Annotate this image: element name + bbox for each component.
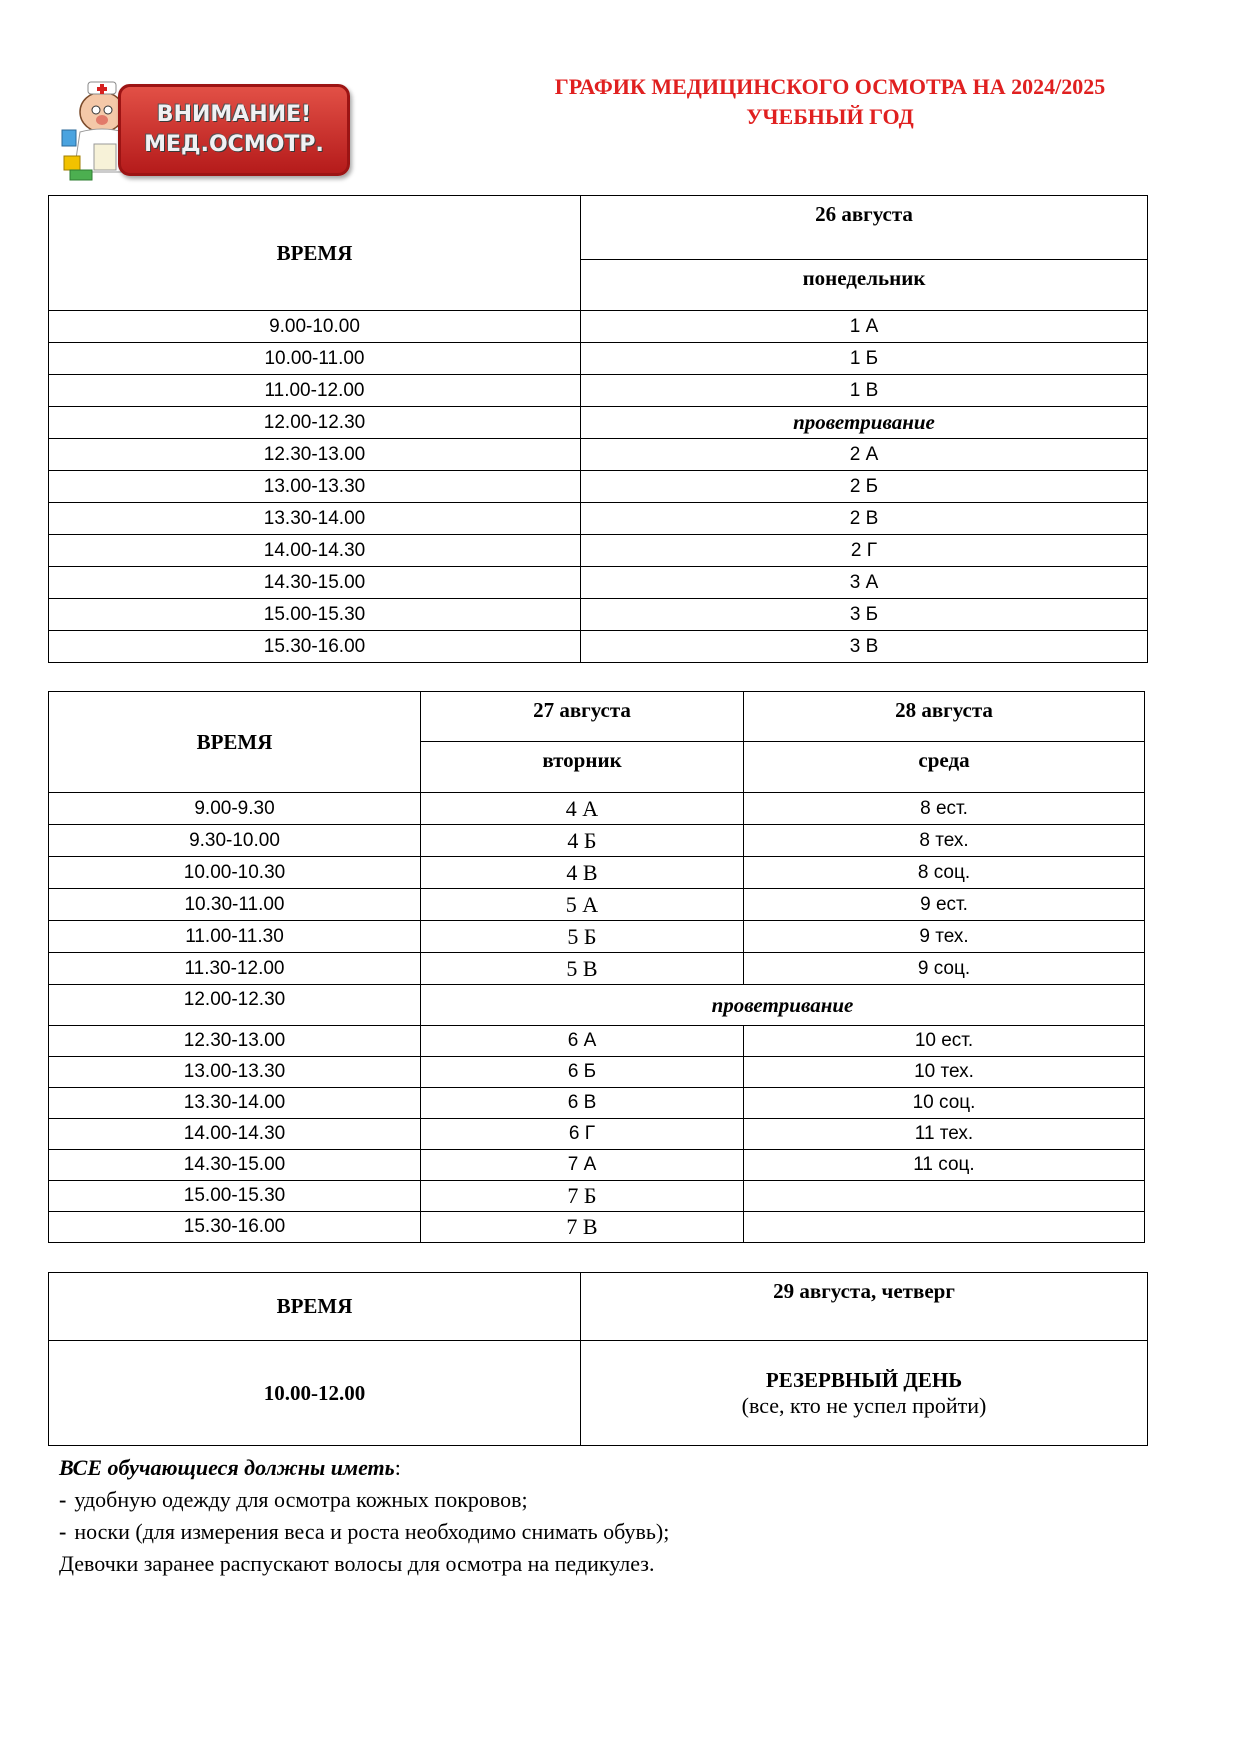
class-cell: 2 В [581, 503, 1148, 535]
break-time-cell: 12.00-12.30 [49, 985, 421, 1026]
table-row [49, 921, 1145, 953]
table-row [49, 311, 1148, 343]
title-line-2: УЧЕБНЫЙ ГОД [746, 104, 914, 129]
class-cell: 2 А [581, 439, 1148, 471]
table-row [49, 567, 1148, 599]
table-row [49, 1057, 1145, 1088]
dash-marker: - [59, 1519, 67, 1544]
tuesday-class-cell: 5 В [421, 953, 744, 985]
table-row [49, 793, 1145, 825]
wednesday-class-cell: 11 тех. [744, 1119, 1145, 1150]
time-cell: 11.00-11.30 [49, 921, 421, 953]
tuesday-class-cell: 6 А [421, 1026, 744, 1057]
table-row [49, 889, 1145, 921]
notes-lead: ВСЕ обучающиеся должны иметь [59, 1455, 395, 1480]
class-cell: 2 Г [581, 535, 1148, 567]
schedule-table-tue-wed [48, 691, 1145, 1243]
class-cell: 1 А [581, 311, 1148, 343]
reserve-day-cell [581, 1341, 1148, 1446]
table-row [49, 857, 1145, 889]
attention-badge [58, 74, 348, 182]
date-header: 29 августа, четверг [581, 1273, 1148, 1341]
time-cell: 15.30-16.00 [49, 631, 581, 663]
time-cell: 12.30-13.00 [49, 439, 581, 471]
class-cell: 3 Б [581, 599, 1148, 631]
table-row [49, 343, 1148, 375]
time-cell: 13.00-13.30 [49, 471, 581, 503]
wednesday-class-cell: 8 соц. [744, 857, 1145, 889]
tuesday-class-cell: 6 Г [421, 1119, 744, 1150]
time-cell: 9.00-9.30 [49, 793, 421, 825]
wednesday-class-cell: 9 ест. [744, 889, 1145, 921]
table-row [49, 1119, 1145, 1150]
date-header-tuesday: 27 августа [421, 692, 744, 742]
tuesday-class-cell: 6 Б [421, 1057, 744, 1088]
time-cell: 13.30-14.00 [49, 503, 581, 535]
date-header-wednesday: 28 августа [744, 692, 1145, 742]
badge-sign [118, 84, 350, 176]
time-header: ВРЕМЯ [49, 196, 581, 311]
time-cell: 13.00-13.30 [49, 1057, 421, 1088]
schedule-table-thursday [48, 1272, 1148, 1446]
class-cell: 1 В [581, 375, 1148, 407]
time-cell: 14.00-14.30 [49, 1119, 421, 1150]
weekday-header: понедельник [581, 260, 1148, 311]
tuesday-class-cell: 4 А [421, 793, 744, 825]
table-row [49, 407, 1148, 439]
table-row [49, 1150, 1145, 1181]
reserve-time-cell: 10.00-12.00 [49, 1341, 581, 1446]
tuesday-class-cell: 7 Б [421, 1181, 744, 1212]
class-cell: 1 Б [581, 343, 1148, 375]
break-cell: проветривание [421, 985, 1145, 1026]
notes-item-2 [59, 1516, 1159, 1548]
reserve-day-title: РЕЗЕРВНЫЙ ДЕНЬ [765, 1367, 963, 1392]
time-cell: 10.00-10.30 [49, 857, 421, 889]
table-row [49, 471, 1148, 503]
time-cell: 10.00-11.00 [49, 343, 581, 375]
time-cell: 13.30-14.00 [49, 1088, 421, 1119]
tuesday-class-cell: 4 В [421, 857, 744, 889]
time-cell: 14.00-14.30 [49, 535, 581, 567]
break-cell: проветривание [581, 407, 1148, 439]
wednesday-class-cell: 11 соц. [744, 1150, 1145, 1181]
time-cell: 14.30-15.00 [49, 1150, 421, 1181]
tuesday-class-cell: 5 А [421, 889, 744, 921]
wednesday-class-cell: 10 соц. [744, 1088, 1145, 1119]
time-cell: 11.00-12.00 [49, 375, 581, 407]
notes-block [59, 1452, 1159, 1580]
class-cell: 3 В [581, 631, 1148, 663]
badge-line-2: МЕД.ОСМОТР. [144, 132, 324, 157]
tuesday-class-cell: 4 Б [421, 825, 744, 857]
dash-marker: - [59, 1487, 67, 1512]
wednesday-class-cell [744, 1212, 1145, 1243]
time-cell: 10.30-11.00 [49, 889, 421, 921]
time-cell: 15.00-15.30 [49, 599, 581, 631]
table-row [49, 1026, 1145, 1057]
class-cell: 3 А [581, 567, 1148, 599]
wednesday-class-cell: 10 тех. [744, 1057, 1145, 1088]
wednesday-class-cell: 10 ест. [744, 1026, 1145, 1057]
table-row [49, 825, 1145, 857]
wednesday-class-cell [744, 1181, 1145, 1212]
table-row [49, 1181, 1145, 1212]
table-row [49, 1212, 1145, 1243]
notes-item-1-text: удобную одежду для осмотра кожных покровов; [74, 1487, 528, 1512]
notes-line-3: Девочки заранее распускают волосы для осмотра на педикулез. [59, 1551, 655, 1576]
time-cell: 15.00-15.30 [49, 1181, 421, 1212]
title-line-1: ГРАФИК МЕДИЦИНСКОГО ОСМОТРА НА 2024/2025 [554, 74, 1106, 99]
tuesday-class-cell: 7 В [421, 1212, 744, 1243]
wednesday-class-cell: 8 ест. [744, 793, 1145, 825]
time-cell: 11.30-12.00 [49, 953, 421, 985]
table-row [49, 1088, 1145, 1119]
table-row [49, 439, 1148, 471]
table-row [49, 599, 1148, 631]
wednesday-class-cell: 9 тех. [744, 921, 1145, 953]
tuesday-class-cell: 7 А [421, 1150, 744, 1181]
page-title [480, 72, 1180, 132]
time-cell: 9.30-10.00 [49, 825, 421, 857]
notes-lead-colon: : [394, 1455, 401, 1480]
table-row [49, 535, 1148, 567]
notes-lead-line [59, 1452, 1159, 1484]
time-header: ВРЕМЯ [49, 1273, 581, 1341]
table-row [49, 953, 1145, 985]
wednesday-class-cell: 9 соц. [744, 953, 1145, 985]
date-header: 26 августа [581, 196, 1148, 260]
reserve-day-note: (все, кто не успел пройти) [741, 1392, 987, 1418]
tuesday-class-cell: 6 В [421, 1088, 744, 1119]
notes-item-1 [59, 1484, 1159, 1516]
notes-item-2-text: носки (для измерения веса и роста необходимо снимать обувь); [74, 1519, 670, 1544]
table-row [49, 631, 1148, 663]
time-cell: 9.00-10.00 [49, 311, 581, 343]
time-cell: 12.30-13.00 [49, 1026, 421, 1057]
wednesday-class-cell: 8 тех. [744, 825, 1145, 857]
tuesday-class-cell: 5 Б [421, 921, 744, 953]
table-row [49, 375, 1148, 407]
time-header: ВРЕМЯ [49, 692, 421, 793]
class-cell: 2 Б [581, 471, 1148, 503]
schedule-table-monday [48, 195, 1148, 663]
time-cell: 14.30-15.00 [49, 567, 581, 599]
table-row [49, 503, 1148, 535]
weekday-header-wednesday: среда [744, 742, 1145, 793]
time-cell: 12.00-12.30 [49, 407, 581, 439]
badge-line-1: ВНИМАНИЕ! [156, 102, 312, 127]
time-cell: 15.30-16.00 [49, 1212, 421, 1243]
weekday-header-tuesday: вторник [421, 742, 744, 793]
